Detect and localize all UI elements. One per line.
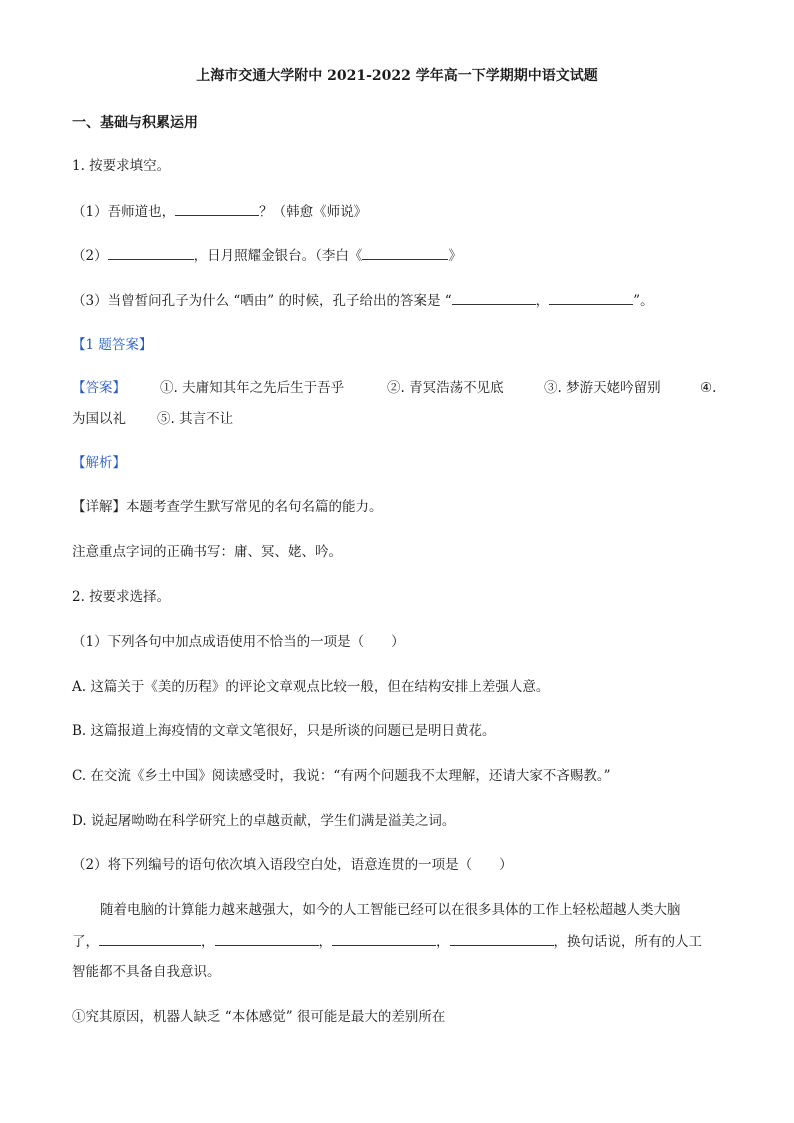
page-title: 上海市交通大学附中 2021-2022 学年高一下学期期中语文试题 (196, 68, 598, 84)
answer-item: 为国以礼 (72, 411, 126, 427)
item-3-sep: ， (535, 293, 550, 309)
item-1-text-post: ？（韩愈《师说》 (259, 204, 368, 220)
question-2-sub-1: （1）下列各句中加点成语使用不恰当的一项是（ ） (72, 634, 405, 650)
answer-item: ①. 夫庸知其年之先后生于吾乎 (160, 380, 345, 396)
paragraph-text-pre: 了， (72, 934, 99, 950)
answer-blank (362, 245, 448, 260)
paragraph-sep: ， (318, 934, 332, 950)
item-2-text-pre: （2） (72, 248, 108, 264)
paragraph-sep: ， (436, 934, 450, 950)
paragraph-text-post: ，换句话说，所有的人工 (553, 934, 702, 950)
question-1-item-3 (72, 290, 654, 311)
question-2-sub-2: （2）将下列编号的语句依次填入语段空白处，语意连贯的一项是（ ） (72, 857, 513, 873)
answer-label: 【答案】 (72, 380, 126, 396)
answer-item: ⑤. 其言不让 (157, 411, 234, 427)
detail-text: 【详解】本题考查学生默写常见的名句名篇的能力。 (72, 499, 383, 515)
answer-blank (549, 290, 633, 305)
answer-blank (450, 931, 554, 946)
paragraph-line-2 (72, 931, 702, 952)
analysis-label: 【解析】 (72, 455, 126, 471)
answer-blank (452, 290, 536, 305)
answer-blank (215, 931, 319, 946)
answer-item: ③. 梦游天姥吟留别 (544, 380, 661, 396)
answer-item: ②. 青冥浩荡不见底 (387, 380, 504, 396)
question-1-item-1 (72, 201, 367, 222)
option-d: D. 说起屠呦呦在科学研究上的卓越贡献，学生们满是溢美之词。 (72, 813, 456, 829)
paragraph-line-3: 智能都不具备自我意识。 (72, 964, 221, 980)
item-2-text-mid: ，日月照耀金银台。（李白《 (193, 248, 363, 264)
item-3-text-post: ”。 (633, 293, 654, 309)
section-heading: 一、基础与积累运用 (72, 115, 198, 131)
answer-blank (99, 931, 201, 946)
paragraph-line-1: 随着电脑的计算能力越来越强大，如今的人工智能已经可以在很多具体的工作上轻松超越人类大脑 (100, 902, 681, 918)
question-1-item-2 (72, 245, 462, 266)
item-1-text-pre: （1）吾师道也， (72, 204, 176, 220)
option-b: B. 这篇报道上海疫情的文章文笔很好，只是所谈的问题已是明日黄花。 (72, 723, 496, 739)
paragraph-sep: ， (201, 934, 215, 950)
answer-blank (108, 245, 194, 260)
answer-blank (332, 931, 436, 946)
sentence-1: ①究其原因，机器人缺乏 “本体感觉” 很可能是最大的差别所在 (72, 1009, 446, 1025)
item-3-text-pre: （3）当曾皙问孔子为什么 “哂由” 的时候，孔子给出的答案是 “ (72, 293, 452, 309)
answer-item: ④. (700, 380, 717, 396)
answer-header: 【1 题答案】 (72, 337, 153, 353)
question-2-prompt: 2. 按要求选择。 (72, 589, 171, 605)
item-2-text-post: 》 (448, 248, 462, 264)
answer-blank (175, 201, 259, 216)
option-a: A. 这篇关于《美的历程》的评论文章观点比较一般，但在结构安排上差强人意。 (72, 679, 550, 695)
question-1-prompt: 1. 按要求填空。 (72, 158, 171, 174)
option-c: C. 在交流《乡土中国》阅读感受时，我说：“有两个问题我不太理解，还请大家不吝赐教。” (72, 768, 611, 784)
note-text: 注意重点字词的正确书写：庸、冥、姥、吟。 (72, 544, 342, 560)
